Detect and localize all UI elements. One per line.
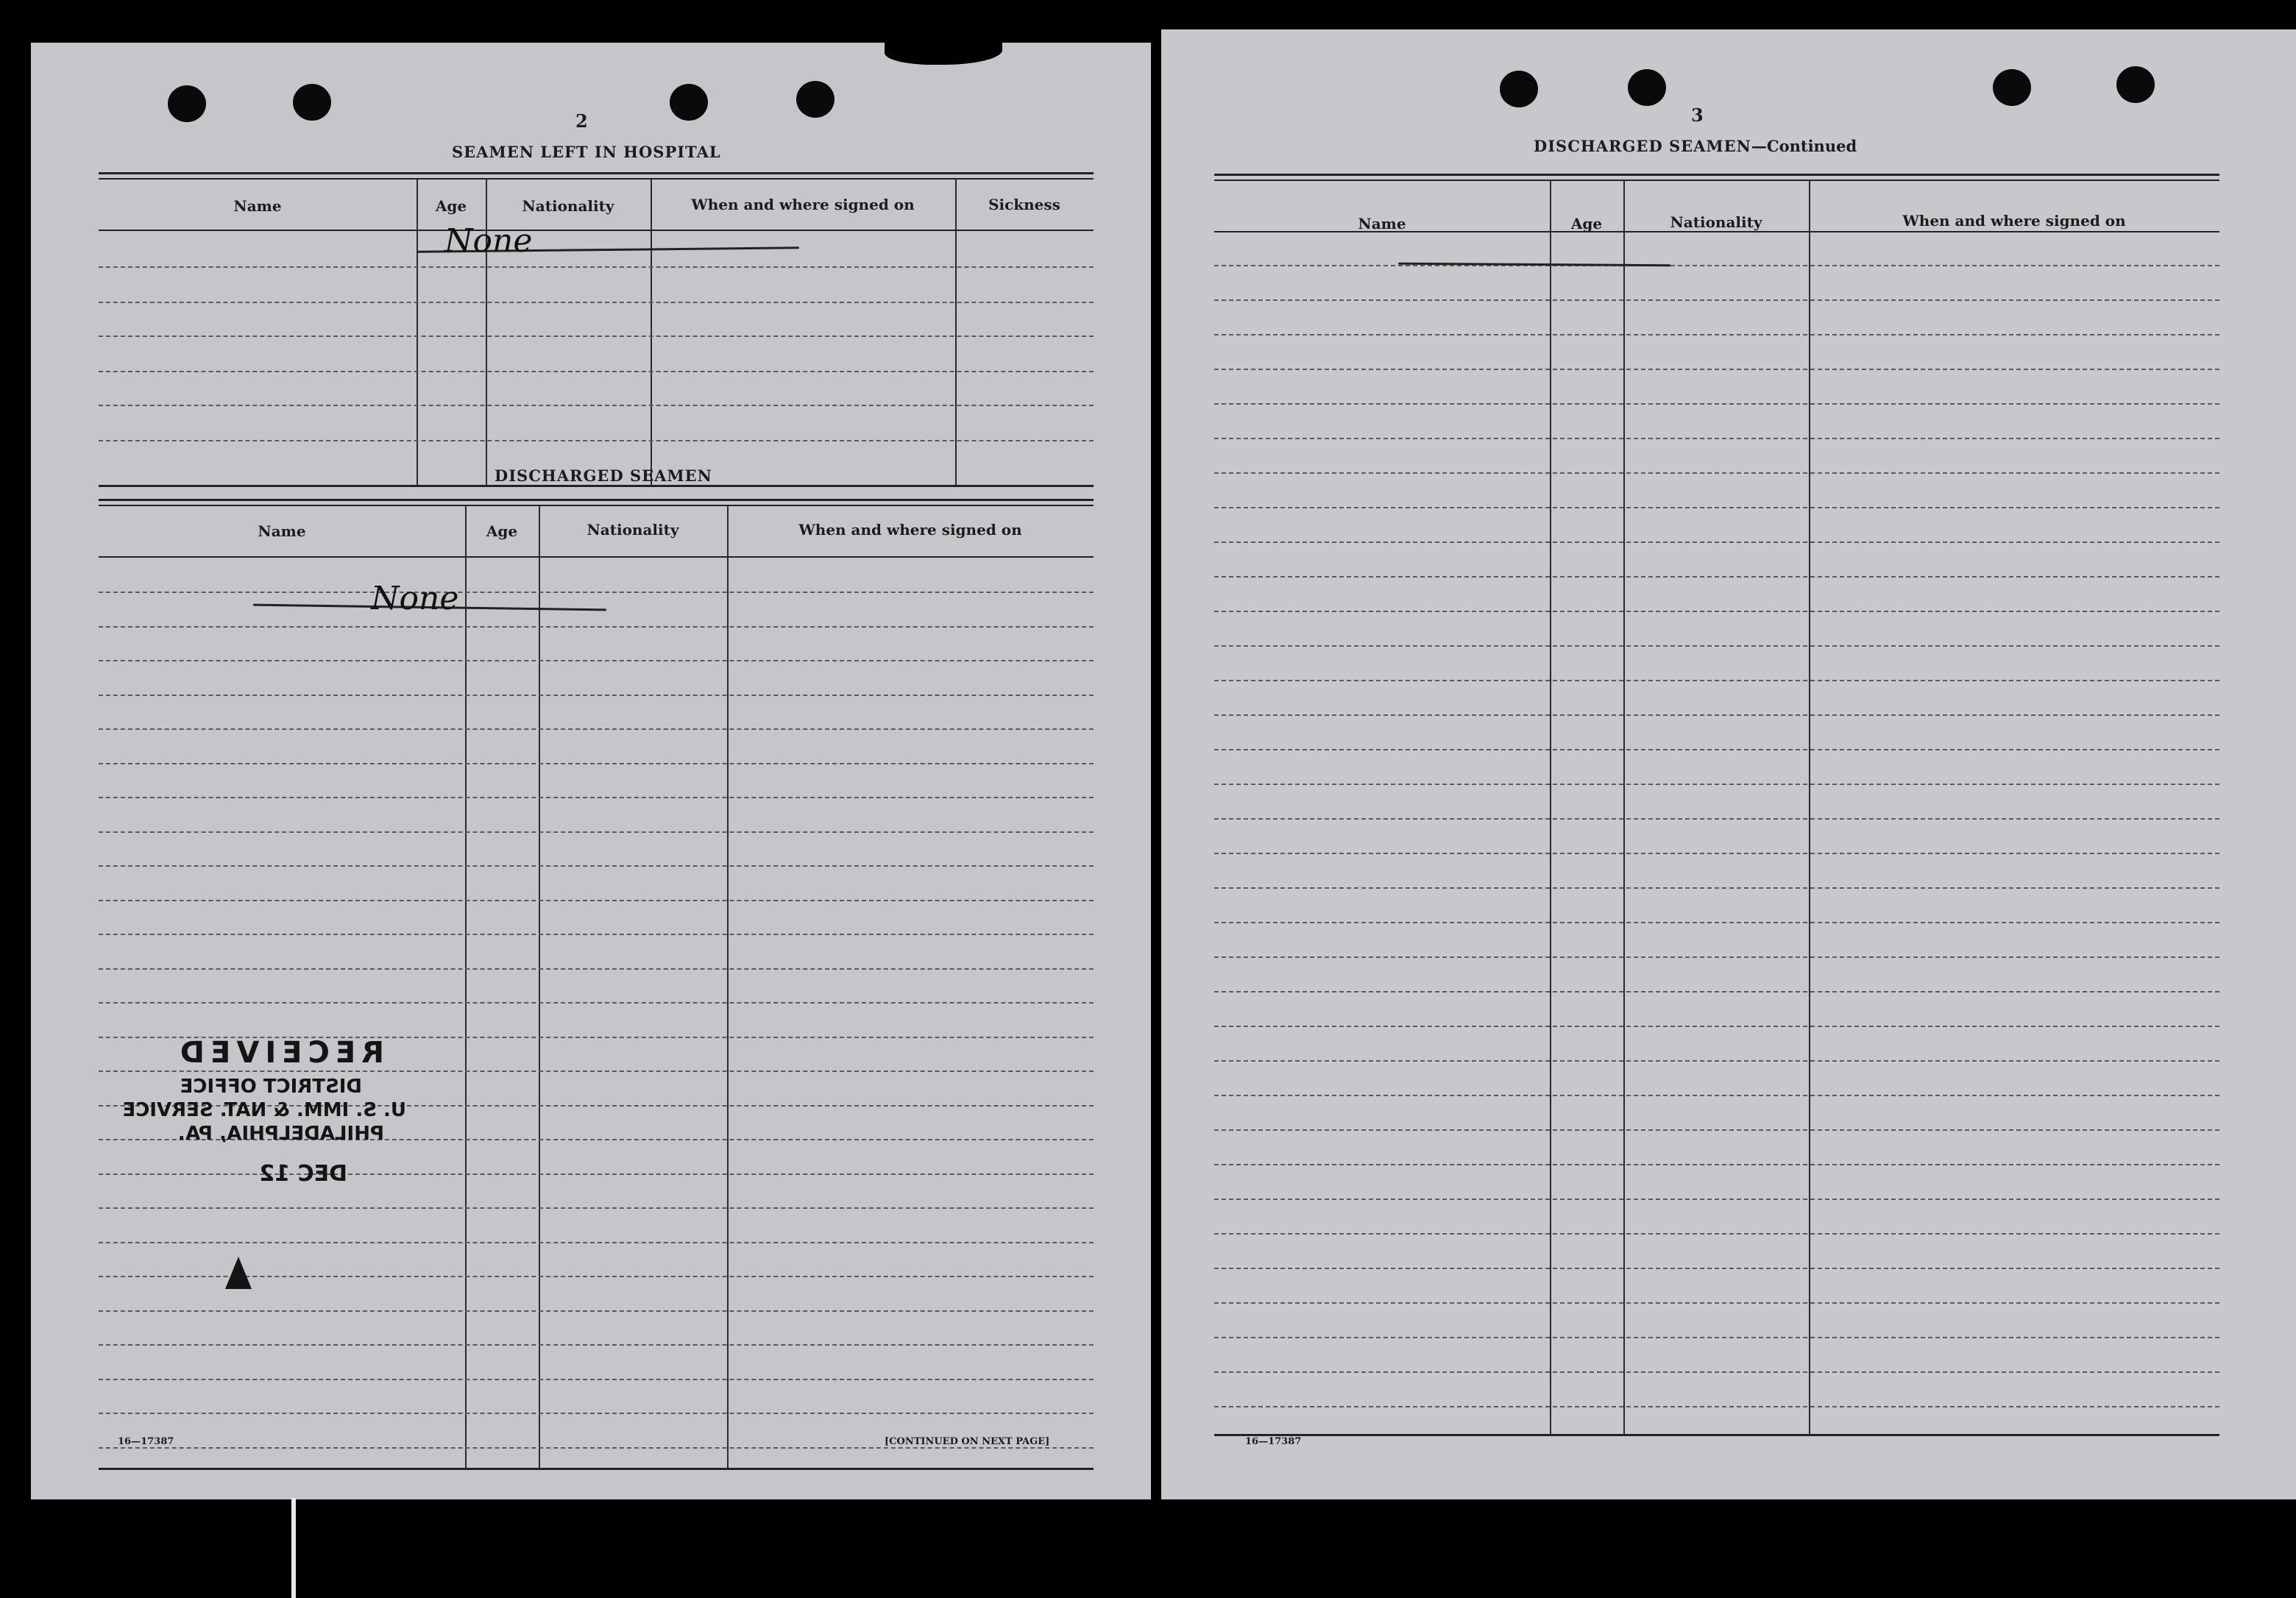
form-number: 16—17387 (1245, 1436, 1302, 1447)
table-row (1214, 438, 2219, 439)
col-nationality: Nationality (1670, 213, 1762, 231)
hospital-section-title: SEAMEN LEFT IN HOSPITAL (452, 143, 721, 161)
table-row (1214, 507, 2219, 508)
punch-hole (2116, 66, 2155, 103)
table-row (1214, 1406, 2219, 1407)
punch-hole (1628, 69, 1666, 106)
table-row (1214, 403, 2219, 405)
table-row (99, 797, 1094, 798)
punch-hole (168, 85, 206, 122)
table-row (1214, 784, 2219, 785)
stamp-mark (225, 1257, 252, 1289)
col-age: Age (1570, 215, 1603, 232)
table-row (99, 1379, 1094, 1380)
table-row (99, 1344, 1094, 1346)
scan-edge-mark (291, 1498, 296, 1598)
table-row (99, 660, 1094, 661)
continued-note: [CONTINUED ON NEXT PAGE] (885, 1436, 1050, 1447)
table-row (1214, 1129, 2219, 1131)
table-row (1214, 749, 2219, 750)
discharged-continued-title: DISCHARGED SEAMEN—Continued (1534, 137, 1857, 155)
table-row (99, 592, 1094, 593)
right-page (1161, 29, 2296, 1499)
punch-hole (1500, 71, 1538, 107)
table-row (1214, 472, 2219, 474)
col-signed-on: When and where signed on (798, 521, 1022, 539)
discharged-table (99, 499, 1094, 1470)
table-row (99, 900, 1094, 901)
col-age: Age (435, 197, 467, 215)
form-number: 16—17387 (118, 1436, 174, 1447)
col-signed-on: When and where signed on (691, 196, 915, 213)
table-row (1214, 1095, 2219, 1096)
table-row (1214, 853, 2219, 854)
table-row (99, 1002, 1094, 1004)
table-row (99, 831, 1094, 833)
table-row (1214, 1060, 2219, 1062)
torn-edge (885, 43, 1002, 65)
table-row (1214, 1233, 2219, 1235)
table-row (1214, 991, 2219, 992)
col-name: Name (1358, 215, 1406, 232)
table-row (1214, 1337, 2219, 1338)
table-row (99, 934, 1094, 935)
table-row (1214, 714, 2219, 716)
table-row (1214, 299, 2219, 301)
table-row (99, 695, 1094, 696)
discharged-section-title: DISCHARGED SEAMEN (495, 466, 712, 485)
table-row (1214, 1198, 2219, 1200)
table-row (1214, 576, 2219, 578)
col-name: Name (233, 197, 282, 215)
col-signed-on: When and where signed on (1902, 212, 2126, 230)
col-age: Age (486, 522, 518, 540)
table-row (1214, 956, 2219, 958)
punch-hole (293, 84, 331, 121)
table-row (99, 1413, 1094, 1414)
col-name: Name (258, 522, 306, 540)
col-sickness: Sickness (988, 196, 1060, 213)
table-row (1214, 818, 2219, 820)
col-nationality: Nationality (587, 521, 679, 539)
table-row (1214, 334, 2219, 335)
punch-hole (796, 81, 835, 118)
table-row (99, 865, 1094, 867)
received-stamp: RECEIVED DISTRICT OFFICE U. S. IMM. & NAT. SERVICE PHILADELPHIA, PA. DEC 12 (119, 1036, 428, 1301)
handwritten-entry: None (371, 580, 459, 617)
table-row (1214, 1268, 2219, 1269)
table-row (99, 626, 1094, 628)
table-row (99, 728, 1094, 730)
table-row (1214, 645, 2219, 647)
page-number: 2 (575, 110, 588, 132)
punch-hole (670, 84, 708, 121)
page-number: 3 (1691, 104, 1704, 126)
table-row (99, 968, 1094, 970)
left-page (31, 43, 1151, 1499)
col-nationality: Nationality (522, 197, 614, 215)
table-row (1214, 611, 2219, 612)
discharged-continued-table (1214, 174, 2219, 1436)
hospital-table (99, 172, 1094, 487)
table-row (1214, 265, 2219, 266)
table-row (1214, 541, 2219, 543)
table-row (1214, 369, 2219, 370)
table-row (99, 1310, 1094, 1312)
table-row (1214, 680, 2219, 681)
punch-hole (1993, 69, 2031, 106)
table-row (1214, 922, 2219, 923)
handwritten-entry: None (444, 222, 533, 260)
table-row (1214, 1026, 2219, 1027)
table-row (1214, 1302, 2219, 1304)
table-row (1214, 1371, 2219, 1373)
table-row (1214, 887, 2219, 889)
table-row (99, 763, 1094, 764)
table-row (1214, 1164, 2219, 1165)
